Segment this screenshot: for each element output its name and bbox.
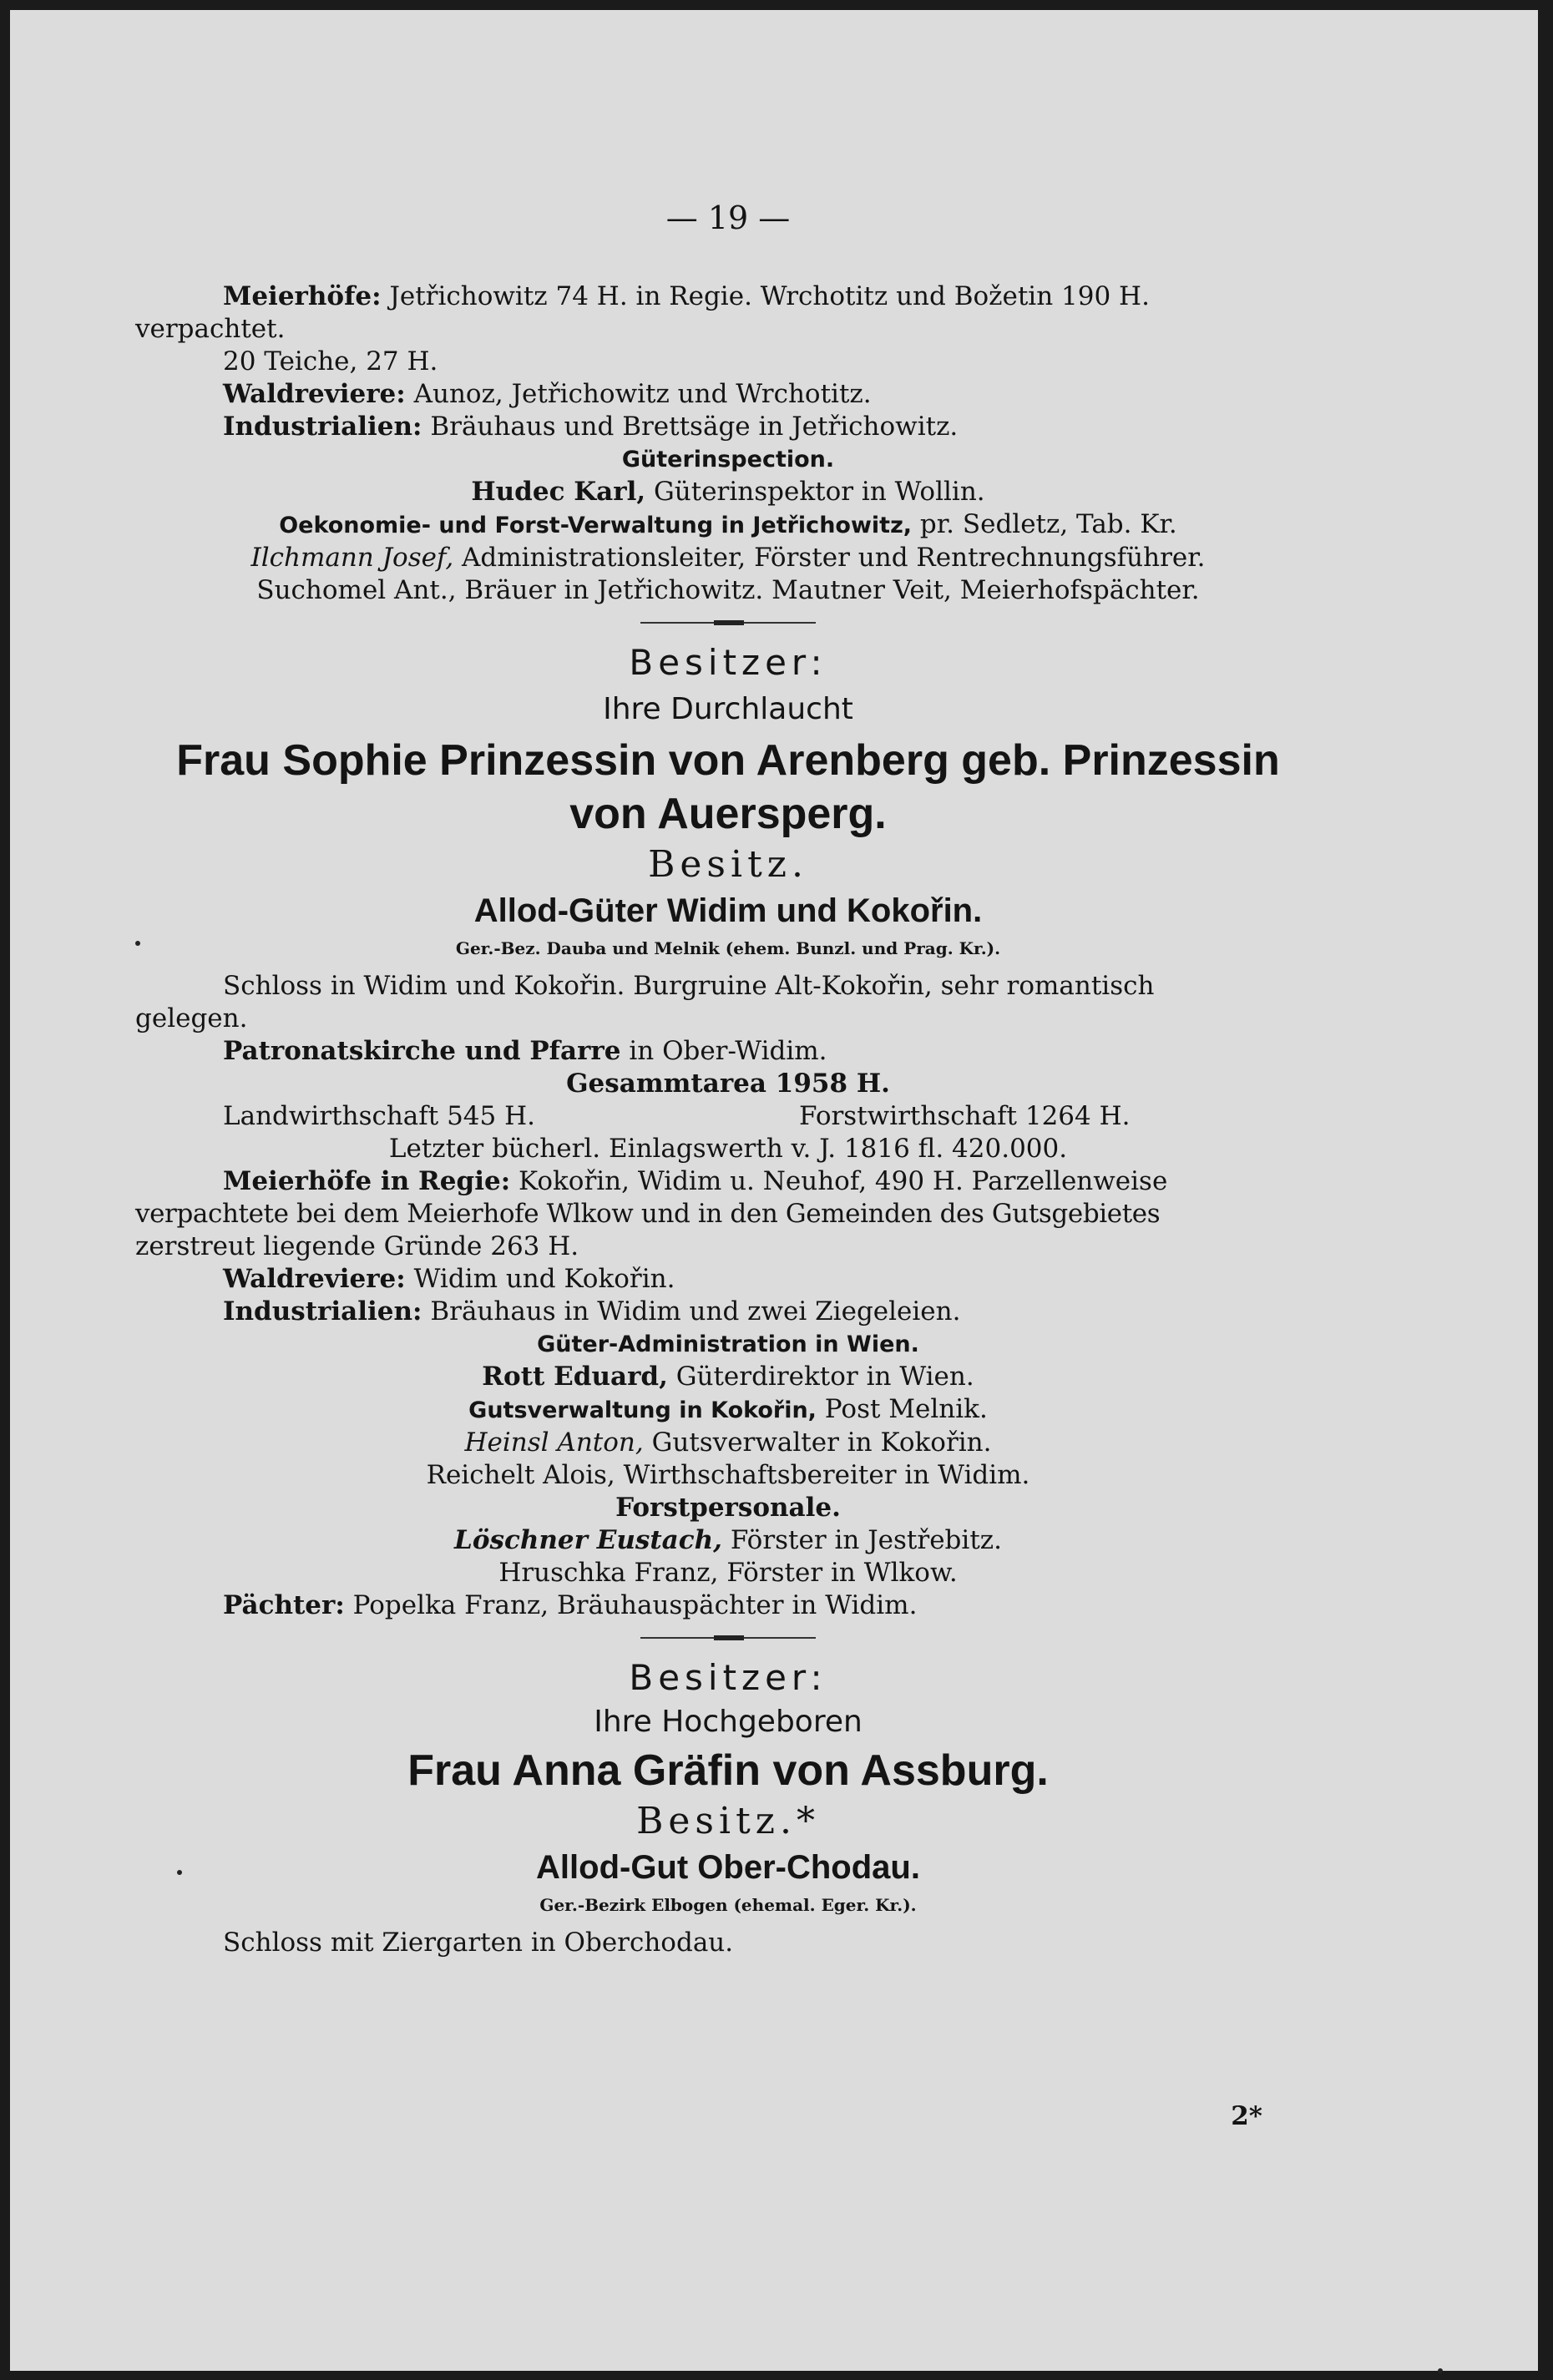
section-heading: Forstpersonale. (615, 1493, 841, 1523)
district-line: Ger.-Bez. Dauba und Melnik (ehem. Bunzl. und Prag. Kr.). (455, 938, 1001, 958)
text-line: zerstreut liegende Gründe 263 H. (135, 1231, 579, 1261)
speck-mark (1438, 2368, 1443, 2373)
text-line: Patronatskirche und Pfarre in Ober-Widim. (223, 1036, 827, 1066)
text-line: verpachtet. (135, 314, 286, 344)
section-heading: Güter-Administration in Wien. (537, 1331, 919, 1357)
separator (640, 622, 816, 624)
text-line: Heinsl Anton, Gutsverwalter in Kokořin. (464, 1427, 992, 1458)
text-line: Waldreviere: Widim und Kokořin. (223, 1264, 675, 1294)
text-line: Hruschka Franz, Förster in Wlkow. (498, 1558, 958, 1588)
text-line: Industrialien: Bräuhaus und Brettsäge in Jetřichowitz. (223, 412, 959, 442)
text-line: Meierhöfe in Regie: Kokořin, Widim u. Neuhof, 490 H. Parzellenweise (223, 1166, 1168, 1196)
text-line: Hudec Karl, Güterinspektor in Wollin. (471, 477, 985, 507)
district-line: Ger.-Bezirk Elbogen (ehemal. Eger. Kr.). (539, 1895, 917, 1915)
owner-name: Frau Sophie Prinzessin von Arenberg geb. Prinzessin (176, 736, 1280, 785)
document-page (10, 10, 1538, 2371)
text-line: verpachtete bei dem Meierhofe Wlkow und in den Gemeinden des Gutsgebietes (135, 1199, 1161, 1229)
signature-mark: 2* (1231, 2101, 1262, 2131)
estate-name: Allod-Güter Widim und Kokořin. (473, 892, 983, 929)
text-line: Letzter bücherl. Einlagswerth v. J. 1816 fl. 420.000. (388, 1134, 1068, 1164)
speck-mark (177, 1870, 182, 1875)
owner-title: Ihre Durchlaucht (603, 692, 853, 726)
label: Meierhöfe: (223, 281, 382, 311)
owner-title: Ihre Hochgeboren (594, 1705, 862, 1739)
text-line: Schloss in Widim und Kokořin. Burgruine Alt-Kokořin, sehr romantisch (223, 971, 1155, 1001)
text-line: Oekonomie- und Forst-Verwaltung in Jetřichowitz, pr. Sedletz, Tab. Kr. (279, 509, 1177, 539)
text-line: Meierhöfe: Jetřichowitz 74 H. in Regie. Wrchotitz und Božetin 190 H. (223, 281, 1150, 311)
besitzer-heading: Besitzer: (629, 1657, 827, 1698)
total-area: Gesammtarea 1958 H. (566, 1069, 890, 1099)
text-line: Pächter: Popelka Franz, Bräuhauspächter in Widim. (223, 1590, 918, 1620)
page-content (135, 202, 1321, 1959)
speck-mark (135, 941, 140, 946)
estate-name: Allod-Gut Ober-Chodau. (536, 1849, 920, 1886)
text-line: Reichelt Alois, Wirthschaftsbereiter in Widim. (426, 1460, 1030, 1490)
text-line: Löschner Eustach, Förster in Jestřebitz. (454, 1525, 1002, 1555)
page-number: — 19 — (665, 200, 791, 236)
text-line: Schloss mit Ziergarten in Oberchodau. (223, 1928, 734, 1958)
text-line: Gutsverwaltung in Kokořin, Post Melnik. (468, 1394, 988, 1424)
besitz-heading: Besitz.* (636, 1800, 820, 1842)
besitzer-heading: Besitzer: (629, 642, 827, 683)
owner-name: Frau Anna Gräfin von Assburg. (407, 1746, 1049, 1795)
section-heading: Güterinspection. (621, 447, 835, 472)
text-line: Waldreviere: Aunoz, Jetřichowitz und Wrchotitz. (223, 379, 872, 409)
besitz-heading: Besitz. (648, 843, 808, 886)
text-line: gelegen. (135, 1003, 248, 1033)
text-line: 20 Teiche, 27 H. (223, 346, 438, 376)
text-line: Rott Eduard, Güterdirektor in Wien. (482, 1362, 974, 1392)
owner-name-cont: von Auersperg. (569, 790, 887, 838)
text-line: Ilchmann Josef, Administrationsleiter, Förster und Rentrechnungsführer. (250, 543, 1206, 573)
text-line: Landwirthschaft 545 H. Forstwirthschaft 1264 H. (223, 1101, 1131, 1131)
text-line: Industrialien: Bräuhaus in Widim und zwei Ziegeleien. (223, 1296, 961, 1326)
separator (640, 1637, 816, 1639)
text-line: Suchomel Ant., Bräuer in Jetřichowitz. Mautner Veit, Meierhofspächter. (256, 575, 1200, 605)
